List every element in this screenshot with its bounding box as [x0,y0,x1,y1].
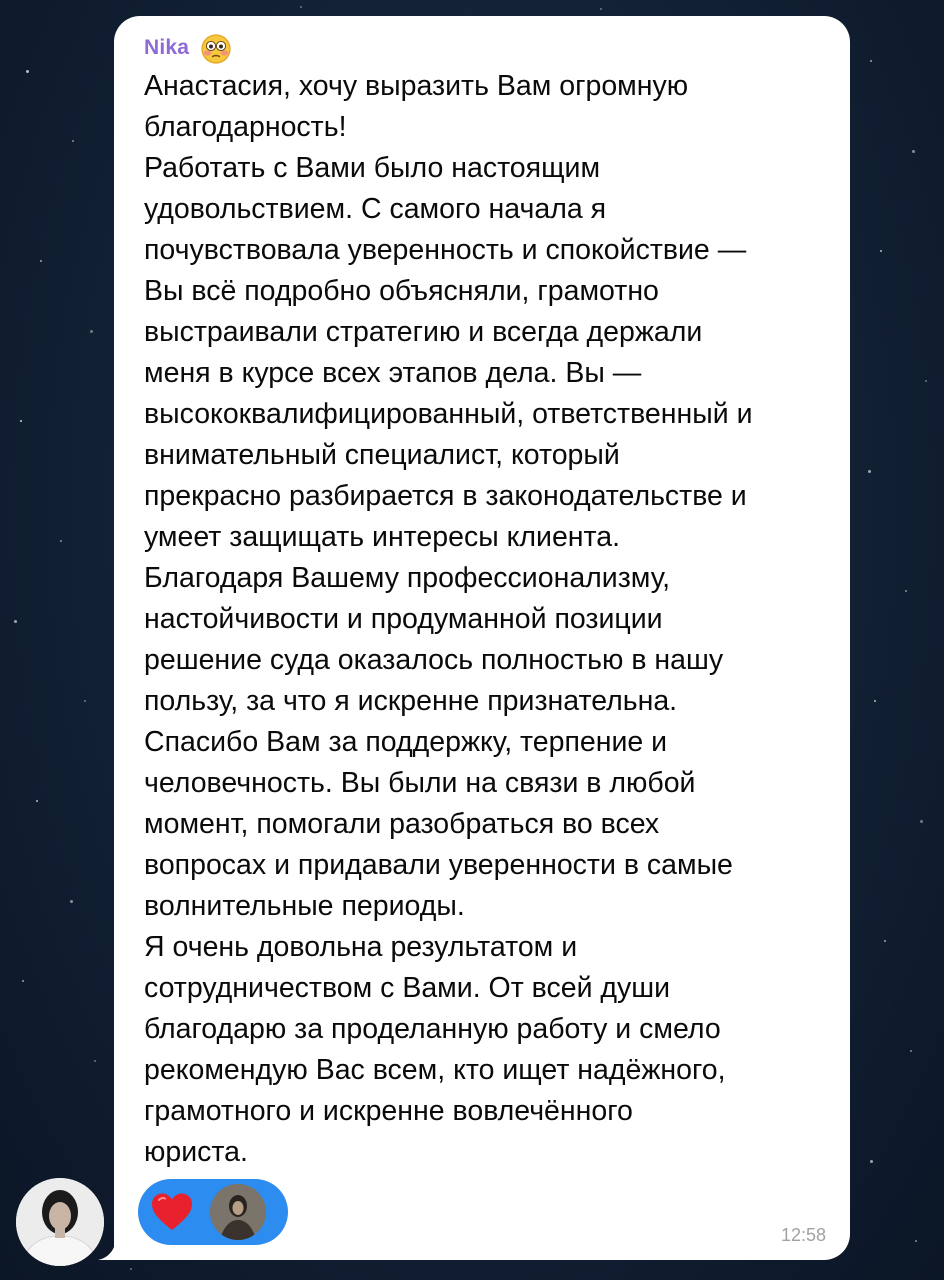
message-line: человечность. Вы были на связи в любой [144,767,696,799]
message-line: меня в курсе всех этапов дела. Вы — [144,357,642,389]
heart-icon [150,1192,194,1232]
message-line: Работать с Вами было настоящим [144,152,601,184]
message-text [144,66,844,1173]
message-line: юриста. [144,1136,248,1168]
message-line: пользу, за что я искренне признательна. [144,685,678,717]
message-line: рекомендую Вас всем, кто ищет надёжного, [144,1054,726,1086]
message-line: прекрасно разбирается в законодательстве и [144,480,747,512]
message-line: внимательный специалист, который [144,439,620,471]
message-line: Анастасия, хочу выразить Вам огромную [144,70,689,102]
message-timestamp: 12:58 [780,1225,826,1245]
sender-row [144,32,233,64]
message-line: Благодаря Вашему профессионализму, [144,562,671,594]
message-line: умеет защищать интересы клиента. [144,521,621,553]
sender-name[interactable]: Nika [144,36,190,59]
message-line: грамотного и искренне вовлечённого [144,1095,633,1127]
message-line: благодарю за проделанную работу и смело [144,1013,721,1045]
message-line: вопросах и придавали уверенности в самые [144,849,733,881]
message-line: Я очень довольна результатом и [144,931,578,963]
message-line: настойчивости и продуманной позиции [144,603,663,635]
message-line: волнительные периоды. [144,890,465,922]
message-line: Вы всё подробно объясняли, грамотно [144,275,659,307]
message-line: решение суда оказалось полностью в нашу [144,644,724,676]
message-line: Спасибо Вам за поддержку, терпение и [144,726,668,758]
reaction-pill[interactable] [138,1179,288,1245]
flushed-face-icon [199,32,233,64]
sender-avatar[interactable] [16,1178,104,1266]
reactor-avatar[interactable] [210,1184,266,1240]
message-line: благодарность! [144,111,347,143]
message-line: сотрудничеством с Вами. От всей души [144,972,671,1004]
message-line: удовольствием. С самого начала я [144,193,607,225]
message-line: почувствовала уверенность и спокойствие — [144,234,747,266]
message-line: момент, помогали разобраться во всех [144,808,660,840]
message-line: высококвалифицированный, ответственный и [144,398,753,430]
message-line: выстраивали стратегию и всегда держали [144,316,703,348]
message-bubble[interactable] [114,16,850,1260]
